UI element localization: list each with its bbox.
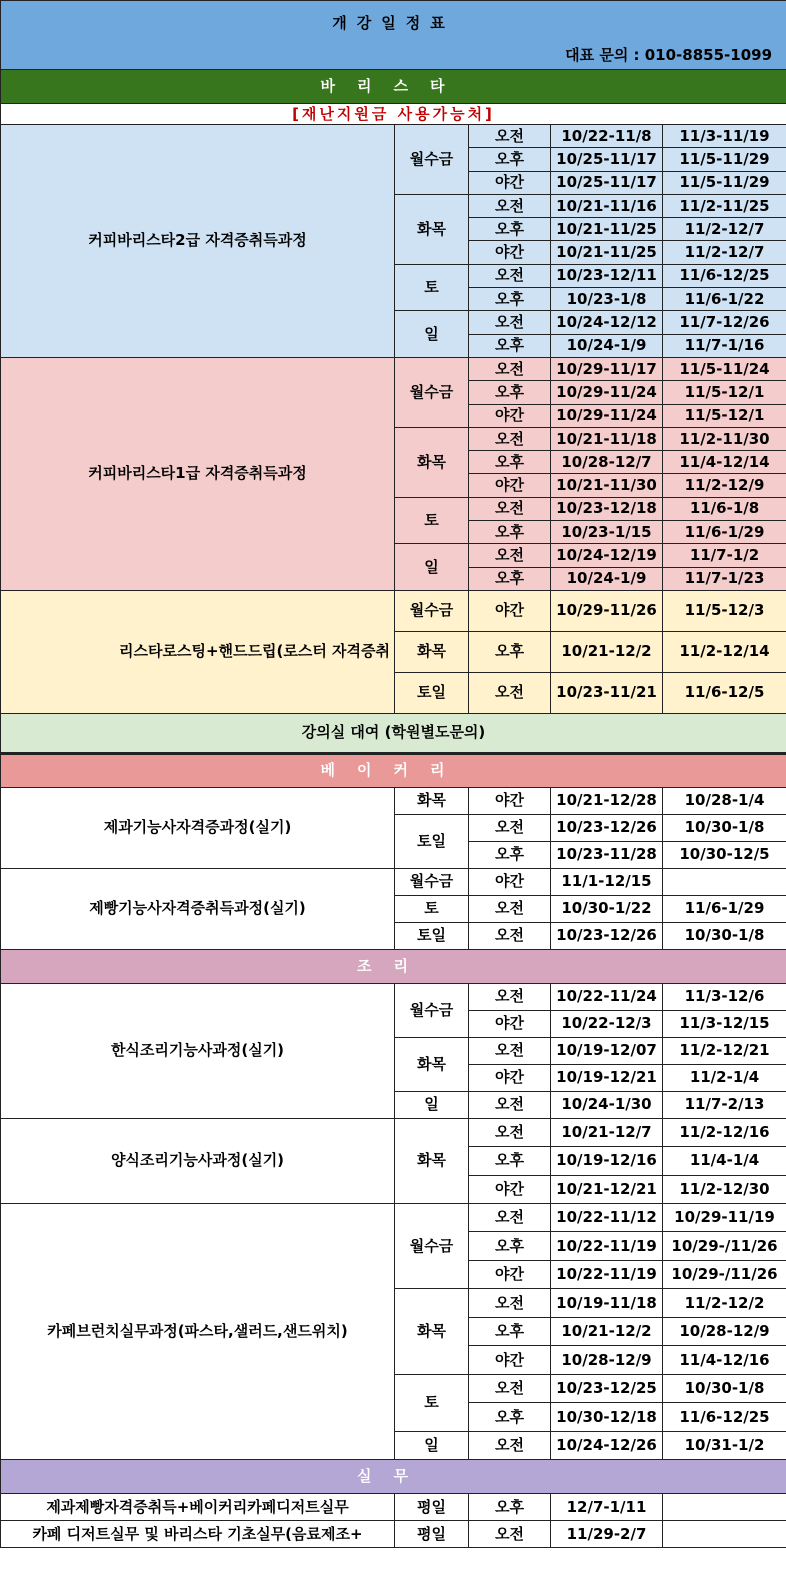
- date-range-1: 10/22-12/3: [551, 1010, 663, 1037]
- page-title: 개강일정표: [1, 1, 786, 43]
- day-group: 토: [395, 1374, 469, 1431]
- time-slot: 야간: [469, 1010, 551, 1037]
- date-range-1: 10/23-12/26: [551, 922, 663, 949]
- date-range-2: 11/4-12/16: [663, 1346, 786, 1375]
- time-slot: 오후: [469, 841, 551, 868]
- day-group: 화목: [395, 1037, 469, 1091]
- day-group: 토일: [395, 672, 469, 713]
- date-range-1: 10/21-11/25: [551, 218, 663, 241]
- course-name: 카페브런치실무과정(파스타,샐러드,샌드위치): [1, 1203, 395, 1460]
- day-group: 월수금: [395, 983, 469, 1037]
- time-slot: 오전: [469, 895, 551, 922]
- date-range-2: 11/3-12/6: [663, 983, 786, 1010]
- date-range-1: 10/29-11/26: [551, 590, 663, 631]
- day-group: 일: [395, 311, 469, 358]
- time-slot: 오전: [469, 922, 551, 949]
- course-name: 커피바리스타1급 자격증취득과정: [1, 357, 395, 590]
- date-range-2: 11/2-12/21: [663, 1037, 786, 1064]
- date-range-2: 10/29-/11/26: [663, 1232, 786, 1261]
- date-range-1: 10/24-12/12: [551, 311, 663, 334]
- date-range-2: 10/31-1/2: [663, 1431, 786, 1460]
- day-group: 화목: [395, 631, 469, 672]
- date-range-1: 10/23-1/8: [551, 288, 663, 311]
- section-title-barista: 바리스타: [1, 70, 786, 104]
- date-range-1: 12/7-1/11: [551, 1494, 663, 1521]
- day-group: 월수금: [395, 590, 469, 631]
- date-range-2: 11/6-1/29: [663, 521, 786, 544]
- date-range-2: 10/28-1/4: [663, 787, 786, 814]
- section-title-practice: 실무: [1, 1460, 786, 1494]
- time-slot: 오전: [469, 1091, 551, 1118]
- date-range-1: 10/30-1/22: [551, 895, 663, 922]
- time-slot: 오전: [469, 497, 551, 520]
- date-range-2: 10/29-/11/26: [663, 1260, 786, 1289]
- time-slot: 오후: [469, 1147, 551, 1175]
- day-group: 화목: [395, 1118, 469, 1203]
- time-slot: 오전: [469, 1118, 551, 1146]
- date-range-1: 10/21-11/16: [551, 194, 663, 217]
- time-slot: 오후: [469, 631, 551, 672]
- date-range-2: 11/2-12/7: [663, 241, 786, 264]
- day-group: 화목: [395, 194, 469, 264]
- date-range-2: 11/5-12/1: [663, 381, 786, 404]
- date-range-1: 10/29-11/17: [551, 357, 663, 380]
- time-slot: 오전: [469, 983, 551, 1010]
- date-range-1: 10/21-12/7: [551, 1118, 663, 1146]
- day-group: 월수금: [395, 357, 469, 427]
- date-range-1: 10/24-1/30: [551, 1091, 663, 1118]
- date-range-2: 11/5-11/24: [663, 357, 786, 380]
- day-group: 일: [395, 1091, 469, 1118]
- day-group: 평일: [395, 1494, 469, 1521]
- date-range-2: 11/2-11/30: [663, 427, 786, 450]
- time-slot: 오전: [469, 1037, 551, 1064]
- date-range-2: 11/5-12/3: [663, 590, 786, 631]
- course-name: 커피바리스타2급 자격증취득과정: [1, 125, 395, 358]
- date-range-2: 11/2-1/4: [663, 1064, 786, 1091]
- date-range-2: 11/4-12/14: [663, 451, 786, 474]
- time-slot: 오전: [469, 814, 551, 841]
- time-slot: 오전: [469, 672, 551, 713]
- time-slot: 야간: [469, 404, 551, 427]
- day-group: 토: [395, 497, 469, 544]
- date-range-2: 11/6-1/22: [663, 288, 786, 311]
- date-range-1: 10/29-11/24: [551, 381, 663, 404]
- time-slot: 오후: [469, 334, 551, 357]
- time-slot: 오후: [469, 521, 551, 544]
- date-range-2: 11/2-11/25: [663, 194, 786, 217]
- date-range-2: 11/3-11/19: [663, 125, 786, 148]
- date-range-1: 10/21-12/28: [551, 787, 663, 814]
- date-range-2: 10/30-1/8: [663, 814, 786, 841]
- time-slot: 오후: [469, 381, 551, 404]
- date-range-1: 10/22-11/8: [551, 125, 663, 148]
- date-range-1: 10/21-11/18: [551, 427, 663, 450]
- time-slot: 오전: [469, 194, 551, 217]
- section-title-bakery: 베이커리: [1, 753, 786, 787]
- date-range-2: [663, 868, 786, 895]
- date-range-2: [663, 1494, 786, 1521]
- time-slot: 오전: [469, 311, 551, 334]
- date-range-2: 11/7-2/13: [663, 1091, 786, 1118]
- date-range-2: [663, 1521, 786, 1548]
- date-range-1: 10/24-1/9: [551, 567, 663, 590]
- date-range-1: 10/22-11/12: [551, 1203, 663, 1232]
- time-slot: 야간: [469, 1064, 551, 1091]
- date-range-1: 10/22-11/19: [551, 1232, 663, 1261]
- time-slot: 야간: [469, 474, 551, 497]
- date-range-2: 11/6-12/25: [663, 264, 786, 287]
- date-range-1: 10/24-12/26: [551, 1431, 663, 1460]
- date-range-2: 10/30-12/5: [663, 841, 786, 868]
- date-range-2: 11/6-1/29: [663, 895, 786, 922]
- date-range-1: 10/23-12/26: [551, 814, 663, 841]
- time-slot: 오후: [469, 1494, 551, 1521]
- date-range-1: 10/19-11/18: [551, 1289, 663, 1318]
- time-slot: 오후: [469, 1317, 551, 1346]
- date-range-1: 10/28-12/9: [551, 1346, 663, 1375]
- time-slot: 오후: [469, 218, 551, 241]
- date-range-1: 10/23-1/15: [551, 521, 663, 544]
- day-group: 월수금: [395, 125, 469, 195]
- time-slot: 오전: [469, 125, 551, 148]
- classroom-rental: 강의실 대여 (학원별도문의): [1, 713, 786, 753]
- day-group: 토: [395, 264, 469, 311]
- course-name: 제과기능사자격증과정(실기): [1, 787, 395, 868]
- time-slot: 오전: [469, 357, 551, 380]
- time-slot: 오전: [469, 427, 551, 450]
- date-range-2: 11/6-12/25: [663, 1403, 786, 1432]
- date-range-2: 11/5-11/29: [663, 171, 786, 194]
- time-slot: 야간: [469, 171, 551, 194]
- date-range-1: 10/23-12/11: [551, 264, 663, 287]
- date-range-2: 11/5-12/1: [663, 404, 786, 427]
- date-range-1: 10/21-11/25: [551, 241, 663, 264]
- date-range-1: 10/19-12/21: [551, 1064, 663, 1091]
- time-slot: 오전: [469, 264, 551, 287]
- date-range-2: 10/30-1/8: [663, 922, 786, 949]
- time-slot: 오전: [469, 1203, 551, 1232]
- date-range-2: 11/2-12/30: [663, 1175, 786, 1203]
- time-slot: 오후: [469, 288, 551, 311]
- course-name: 카페 디저트실무 및 바리스타 기초실무(음료제조+: [1, 1521, 395, 1548]
- date-range-2: 10/30-1/8: [663, 1374, 786, 1403]
- time-slot: 오후: [469, 148, 551, 171]
- date-range-1: 10/23-12/25: [551, 1374, 663, 1403]
- time-slot: 야간: [469, 590, 551, 631]
- time-slot: 오후: [469, 1232, 551, 1261]
- date-range-2: 11/5-11/29: [663, 148, 786, 171]
- date-range-2: 11/7-1/23: [663, 567, 786, 590]
- date-range-1: 10/24-1/9: [551, 334, 663, 357]
- time-slot: 야간: [469, 1260, 551, 1289]
- date-range-2: 11/2-12/9: [663, 474, 786, 497]
- date-range-2: 11/7-1/16: [663, 334, 786, 357]
- time-slot: 오전: [469, 1289, 551, 1318]
- time-slot: 오전: [469, 1374, 551, 1403]
- date-range-1: 10/22-11/24: [551, 983, 663, 1010]
- day-group: 토일: [395, 922, 469, 949]
- date-range-1: 10/19-12/07: [551, 1037, 663, 1064]
- time-slot: 야간: [469, 868, 551, 895]
- date-range-1: 11/1-12/15: [551, 868, 663, 895]
- date-range-1: 10/21-11/30: [551, 474, 663, 497]
- date-range-1: 10/23-12/18: [551, 497, 663, 520]
- day-group: 화목: [395, 427, 469, 497]
- date-range-1: 10/23-11/21: [551, 672, 663, 713]
- date-range-1: 10/21-12/2: [551, 1317, 663, 1346]
- date-range-1: 10/21-12/2: [551, 631, 663, 672]
- date-range-2: 11/2-12/16: [663, 1118, 786, 1146]
- date-range-2: 11/7-12/26: [663, 311, 786, 334]
- course-name: 양식조리기능사과정(실기): [1, 1118, 395, 1203]
- time-slot: 오전: [469, 1521, 551, 1548]
- date-range-2: 11/2-12/7: [663, 218, 786, 241]
- day-group: 평일: [395, 1521, 469, 1548]
- day-group: 월수금: [395, 1203, 469, 1289]
- subsidy-note: [재난지원금 사용가능처]: [1, 104, 786, 125]
- day-group: 토일: [395, 814, 469, 868]
- contact-info: 대표 문의 : 010-8855-1099: [1, 43, 786, 70]
- date-range-2: 11/2-12/14: [663, 631, 786, 672]
- date-range-1: 10/28-12/7: [551, 451, 663, 474]
- date-range-1: 11/29-2/7: [551, 1521, 663, 1548]
- date-range-1: 10/30-12/18: [551, 1403, 663, 1432]
- date-range-2: 11/7-1/2: [663, 544, 786, 567]
- date-range-1: 10/25-11/17: [551, 171, 663, 194]
- course-name: 리스타로스팅+핸드드립(로스터 자격증취: [1, 590, 395, 713]
- course-name: 제과제빵자격증취득+베이커리카페디저트실무: [1, 1494, 395, 1521]
- time-slot: 오후: [469, 567, 551, 590]
- date-range-2: 10/28-12/9: [663, 1317, 786, 1346]
- time-slot: 오후: [469, 451, 551, 474]
- time-slot: 오전: [469, 544, 551, 567]
- time-slot: 야간: [469, 1346, 551, 1375]
- date-range-2: 10/29-11/19: [663, 1203, 786, 1232]
- time-slot: 야간: [469, 1175, 551, 1203]
- course-name: 한식조리기능사과정(실기): [1, 983, 395, 1118]
- day-group: 화목: [395, 1289, 469, 1375]
- day-group: 월수금: [395, 868, 469, 895]
- date-range-1: 10/21-12/21: [551, 1175, 663, 1203]
- day-group: 일: [395, 544, 469, 591]
- time-slot: 야간: [469, 241, 551, 264]
- date-range-2: 11/4-1/4: [663, 1147, 786, 1175]
- date-range-1: 10/23-11/28: [551, 841, 663, 868]
- time-slot: 오후: [469, 1403, 551, 1432]
- date-range-2: 11/2-12/2: [663, 1289, 786, 1318]
- date-range-1: 10/19-12/16: [551, 1147, 663, 1175]
- date-range-2: 11/6-12/5: [663, 672, 786, 713]
- date-range-1: 10/29-11/24: [551, 404, 663, 427]
- date-range-1: 10/25-11/17: [551, 148, 663, 171]
- course-name: 제빵기능사자격증취득과정(실기): [1, 868, 395, 949]
- date-range-2: 11/3-12/15: [663, 1010, 786, 1037]
- date-range-1: 10/24-12/19: [551, 544, 663, 567]
- date-range-2: 11/6-1/8: [663, 497, 786, 520]
- day-group: 화목: [395, 787, 469, 814]
- day-group: 토: [395, 895, 469, 922]
- section-title-cooking: 조리: [1, 949, 786, 983]
- time-slot: 야간: [469, 787, 551, 814]
- date-range-1: 10/22-11/19: [551, 1260, 663, 1289]
- time-slot: 오전: [469, 1431, 551, 1460]
- day-group: 일: [395, 1431, 469, 1460]
